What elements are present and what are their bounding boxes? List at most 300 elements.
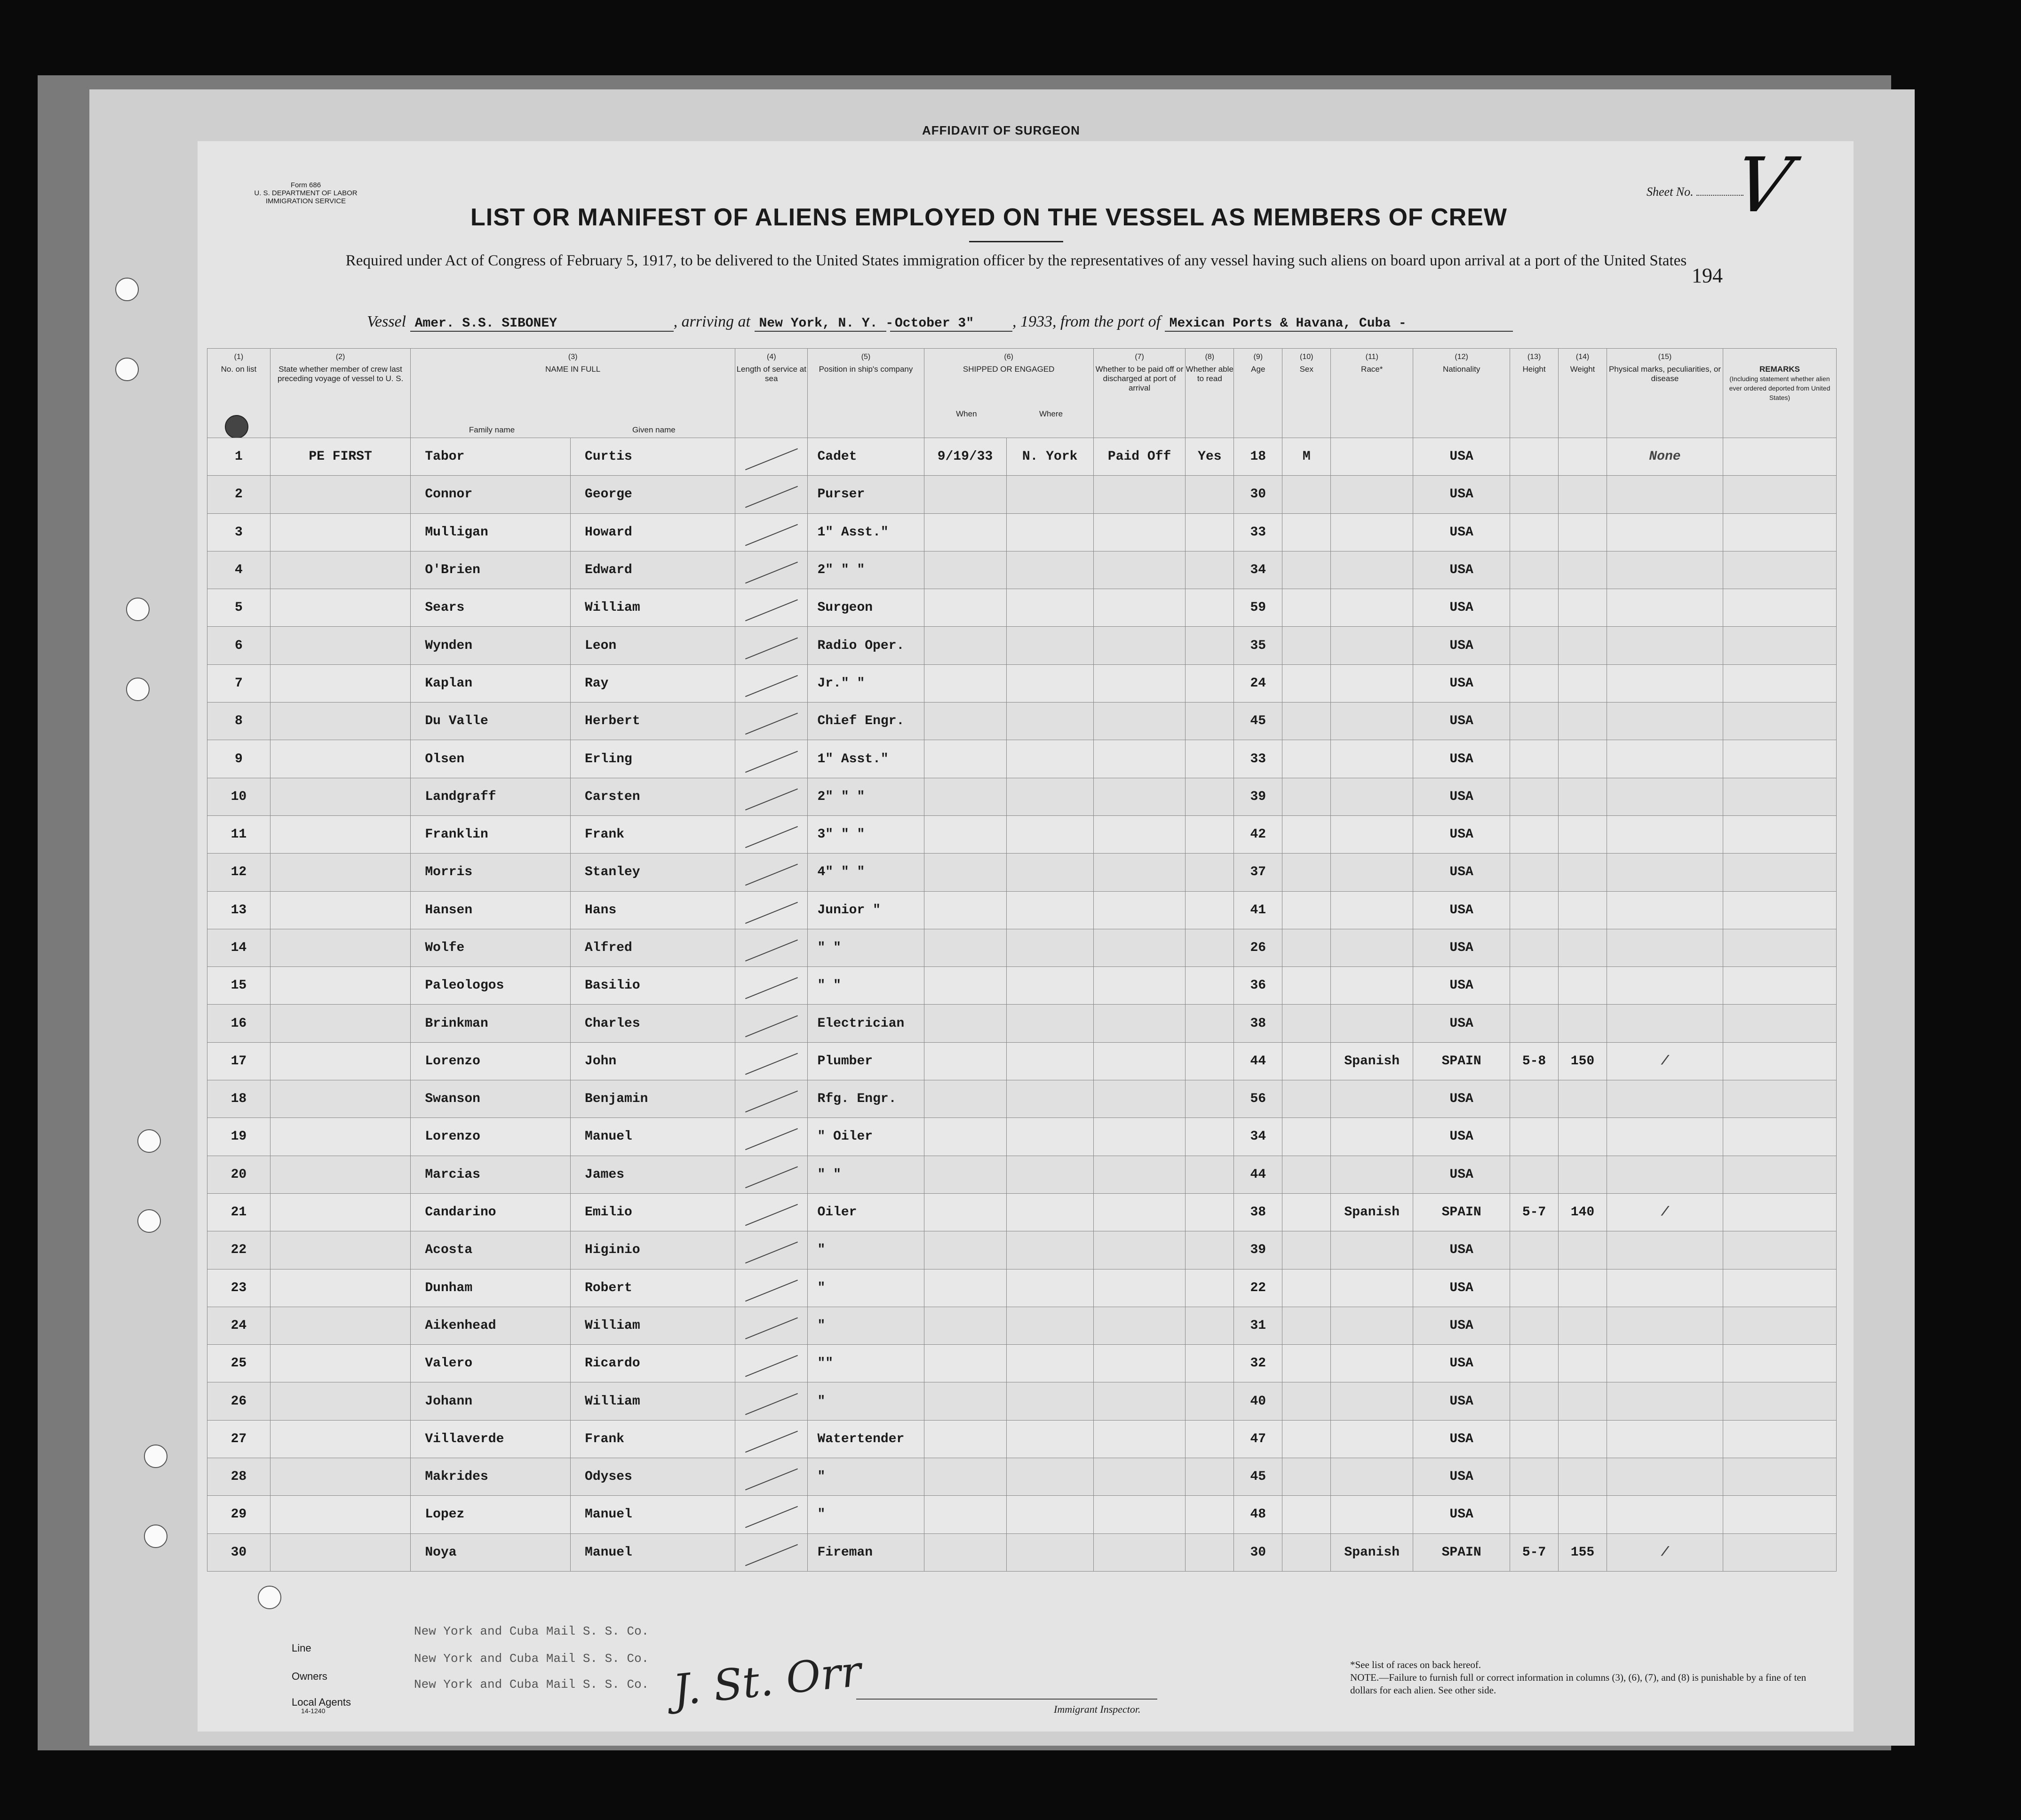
weight-cell xyxy=(1559,1496,1607,1533)
binder-hole xyxy=(126,598,150,621)
remarks-cell xyxy=(1723,854,1837,891)
paid-off-cell xyxy=(1093,1193,1186,1231)
height-cell xyxy=(1510,815,1559,853)
col-header-nationality: (12) Nationality xyxy=(1413,349,1510,438)
physical-marks-cell xyxy=(1607,891,1723,929)
sex-cell xyxy=(1282,1496,1331,1533)
able-to-read-cell xyxy=(1186,891,1234,929)
physical-marks-cell: None xyxy=(1607,438,1723,476)
weight-cell xyxy=(1559,929,1607,966)
paid-off-cell xyxy=(1093,815,1186,853)
age-cell: 45 xyxy=(1234,702,1282,740)
previous-voyage-cell xyxy=(270,476,411,513)
paid-off-cell xyxy=(1093,589,1186,627)
service-length-cell xyxy=(735,438,808,476)
paid-off-cell xyxy=(1093,1269,1186,1307)
family-name-cell: Landgraff xyxy=(411,778,571,815)
length-tick-mark xyxy=(745,750,798,773)
race-cell xyxy=(1331,1345,1413,1382)
col-header-weight: (14) Weight xyxy=(1559,349,1607,438)
row-number: 17 xyxy=(207,1042,271,1080)
length-tick-mark xyxy=(745,637,798,659)
shipped-when-cell xyxy=(924,589,1006,627)
col-header-sex: (10) Sex xyxy=(1282,349,1331,438)
shipped-when-cell: 9/19/33 xyxy=(924,438,1006,476)
service-length-cell xyxy=(735,967,808,1005)
sex-cell xyxy=(1282,967,1331,1005)
weight-cell xyxy=(1559,589,1607,627)
shipped-where-cell xyxy=(1006,513,1093,551)
shipped-when-cell xyxy=(924,627,1006,664)
nationality-cell: USA xyxy=(1413,1458,1510,1496)
shipped-where-cell xyxy=(1006,1533,1093,1571)
col-header-remarks: REMARKS (Including statement whether alien ever ordered deported from United States) xyxy=(1723,349,1837,438)
paid-off-cell xyxy=(1093,1458,1186,1496)
age-cell: 38 xyxy=(1234,1005,1282,1042)
sex-cell xyxy=(1282,1042,1331,1080)
col-header-name: (3) NAME IN FULL Family name Given name xyxy=(411,349,735,438)
sheet-label: Sheet No. xyxy=(1647,185,1694,199)
family-name-cell: Lorenzo xyxy=(411,1042,571,1080)
age-cell: 44 xyxy=(1234,1042,1282,1080)
given-name-cell: Manuel xyxy=(571,1496,735,1533)
given-name-cell: Basilio xyxy=(571,967,735,1005)
previous-voyage-cell xyxy=(270,740,411,778)
remarks-cell xyxy=(1723,589,1837,627)
nationality-cell: USA xyxy=(1413,778,1510,815)
race-cell: Spanish xyxy=(1331,1042,1413,1080)
physical-marks-cell xyxy=(1607,702,1723,740)
binder-hole xyxy=(137,1209,161,1233)
sex-cell xyxy=(1282,1307,1331,1344)
row-number: 10 xyxy=(207,778,271,815)
row-number: 24 xyxy=(207,1307,271,1344)
row-number: 9 xyxy=(207,740,271,778)
position-cell: " xyxy=(808,1269,924,1307)
paid-off-cell xyxy=(1093,1005,1186,1042)
table-row xyxy=(207,1345,1837,1382)
table-row xyxy=(207,740,1837,778)
height-cell xyxy=(1510,929,1559,966)
paid-off-cell xyxy=(1093,778,1186,815)
sex-cell xyxy=(1282,513,1331,551)
given-name-cell: Robert xyxy=(571,1269,735,1307)
position-cell: 1" Asst." xyxy=(808,740,924,778)
col-header-read: (8) Whether able to read xyxy=(1186,349,1234,438)
nationality-cell: USA xyxy=(1413,1231,1510,1269)
length-tick-mark xyxy=(745,599,798,622)
shipped-where-cell xyxy=(1006,476,1093,513)
shipped-when-cell xyxy=(924,815,1006,853)
able-to-read-cell: Yes xyxy=(1186,438,1234,476)
length-tick-mark xyxy=(745,524,798,546)
shipped-when-cell xyxy=(924,1156,1006,1193)
sex-cell xyxy=(1282,702,1331,740)
remarks-cell xyxy=(1723,702,1837,740)
service-length-cell xyxy=(735,513,808,551)
height-cell: 5-8 xyxy=(1510,1042,1559,1080)
given-name-cell: Alfred xyxy=(571,929,735,966)
row-number: 20 xyxy=(207,1156,271,1193)
nationality-cell: USA xyxy=(1413,854,1510,891)
shipped-where-cell xyxy=(1006,1307,1093,1344)
service-length-cell xyxy=(735,891,808,929)
family-name-cell: O'Brien xyxy=(411,551,571,589)
family-name-cell: Lopez xyxy=(411,1496,571,1533)
nationality-cell: USA xyxy=(1413,1307,1510,1344)
age-cell: 44 xyxy=(1234,1156,1282,1193)
family-name-cell: Marcias xyxy=(411,1156,571,1193)
position-cell: Surgeon xyxy=(808,589,924,627)
height-cell xyxy=(1510,513,1559,551)
remarks-cell xyxy=(1723,1496,1837,1533)
shipped-where-cell xyxy=(1006,1345,1093,1382)
shipped-where-cell xyxy=(1006,1193,1093,1231)
length-tick-mark xyxy=(745,1015,798,1037)
inspector-label: Immigrant Inspector. xyxy=(1054,1703,1141,1715)
row-number: 8 xyxy=(207,702,271,740)
physical-marks-cell xyxy=(1607,1307,1723,1344)
race-cell xyxy=(1331,1382,1413,1420)
able-to-read-cell xyxy=(1186,702,1234,740)
shipped-where-cell xyxy=(1006,702,1093,740)
shipped-when-cell xyxy=(924,664,1006,702)
given-name-cell: Erling xyxy=(571,740,735,778)
previous-voyage-cell xyxy=(270,664,411,702)
agents-label: Local Agents xyxy=(292,1696,351,1708)
weight-cell xyxy=(1559,702,1607,740)
family-name-cell: Aikenhead xyxy=(411,1307,571,1344)
position-cell: Plumber xyxy=(808,1042,924,1080)
length-tick-mark xyxy=(745,1128,798,1150)
race-cell xyxy=(1331,551,1413,589)
row-number: 22 xyxy=(207,1231,271,1269)
shipped-where-cell: N. York xyxy=(1006,438,1093,476)
service-length-cell xyxy=(735,1269,808,1307)
length-tick-mark xyxy=(745,902,798,924)
sex-cell xyxy=(1282,815,1331,853)
row-number: 13 xyxy=(207,891,271,929)
nationality-cell: USA xyxy=(1413,476,1510,513)
height-cell xyxy=(1510,1420,1559,1458)
previous-voyage-cell xyxy=(270,1307,411,1344)
given-name-cell: Odyses xyxy=(571,1458,735,1496)
vessel-label: Vessel xyxy=(367,313,406,330)
table-row xyxy=(207,1382,1837,1420)
table-row xyxy=(207,438,1837,476)
binder-hole xyxy=(137,1129,161,1153)
col-header-previous-voyage: (2) State whether member of crew last preceding voyage of vessel to U. S. xyxy=(270,349,411,438)
shipped-where-cell xyxy=(1006,815,1093,853)
sex-cell xyxy=(1282,1420,1331,1458)
table-row xyxy=(207,1080,1837,1118)
length-tick-mark xyxy=(745,562,798,584)
age-cell: 24 xyxy=(1234,664,1282,702)
given-name-cell: Charles xyxy=(571,1005,735,1042)
department-name: U. S. DEPARTMENT OF LABOR xyxy=(254,189,358,197)
height-cell xyxy=(1510,740,1559,778)
remarks-cell xyxy=(1723,1458,1837,1496)
able-to-read-cell xyxy=(1186,1345,1234,1382)
position-cell: Cadet xyxy=(808,438,924,476)
age-cell: 39 xyxy=(1234,1231,1282,1269)
table-row xyxy=(207,1042,1837,1080)
given-name-cell: Leon xyxy=(571,627,735,664)
remarks-cell xyxy=(1723,1533,1837,1571)
service-length-cell xyxy=(735,589,808,627)
service-length-cell xyxy=(735,1005,808,1042)
height-cell xyxy=(1510,1307,1559,1344)
able-to-read-cell xyxy=(1186,967,1234,1005)
family-name-cell: Sears xyxy=(411,589,571,627)
family-name-cell: Morris xyxy=(411,854,571,891)
sex-cell xyxy=(1282,1533,1331,1571)
weight-cell xyxy=(1559,1458,1607,1496)
shipped-when-cell xyxy=(924,929,1006,966)
height-cell xyxy=(1510,854,1559,891)
nationality-cell: USA xyxy=(1413,929,1510,966)
height-cell xyxy=(1510,589,1559,627)
table-row xyxy=(207,1458,1837,1496)
service-length-cell xyxy=(735,551,808,589)
remarks-cell xyxy=(1723,551,1837,589)
shipped-when-cell xyxy=(924,702,1006,740)
shipped-where-cell xyxy=(1006,967,1093,1005)
able-to-read-cell xyxy=(1186,551,1234,589)
service-length-cell xyxy=(735,1420,808,1458)
shipped-where-cell xyxy=(1006,627,1093,664)
sex-cell xyxy=(1282,1231,1331,1269)
row-number: 28 xyxy=(207,1458,271,1496)
position-cell: " Oiler xyxy=(808,1118,924,1156)
previous-voyage-cell xyxy=(270,1042,411,1080)
row-number: 18 xyxy=(207,1080,271,1118)
shipped-when-cell xyxy=(924,854,1006,891)
length-tick-mark xyxy=(745,1469,798,1491)
height-cell xyxy=(1510,1118,1559,1156)
shipped-where-cell xyxy=(1006,664,1093,702)
able-to-read-cell xyxy=(1186,1042,1234,1080)
able-to-read-cell xyxy=(1186,1382,1234,1420)
length-tick-mark xyxy=(745,826,798,848)
age-cell: 26 xyxy=(1234,929,1282,966)
height-cell xyxy=(1510,1269,1559,1307)
family-name-cell: Dunham xyxy=(411,1269,571,1307)
shipped-when-cell xyxy=(924,1496,1006,1533)
paid-off-cell xyxy=(1093,476,1186,513)
weight-cell xyxy=(1559,551,1607,589)
arriving-date: October 3" xyxy=(890,316,1012,332)
position-cell: Junior " xyxy=(808,891,924,929)
col-header-family: Family name xyxy=(469,425,515,434)
family-name-cell: Acosta xyxy=(411,1231,571,1269)
service-length-cell xyxy=(735,1345,808,1382)
age-cell: 37 xyxy=(1234,854,1282,891)
row-number: 25 xyxy=(207,1345,271,1382)
position-cell: Chief Engr. xyxy=(808,702,924,740)
nationality-cell: USA xyxy=(1413,551,1510,589)
length-tick-mark xyxy=(745,864,798,886)
given-name-cell: Hans xyxy=(571,891,735,929)
physical-marks-cell xyxy=(1607,1496,1723,1533)
col-header-shipped: (6) SHIPPED OR ENGAGED When Where xyxy=(924,349,1093,438)
paid-off-cell xyxy=(1093,929,1186,966)
table-row xyxy=(207,1118,1837,1156)
position-cell: " " xyxy=(808,929,924,966)
row-number: 27 xyxy=(207,1420,271,1458)
col-header-paid-off: (7) Whether to be paid off or discharged at port of arrival xyxy=(1093,349,1186,438)
shipped-where-cell xyxy=(1006,1269,1093,1307)
paid-off-cell: Paid Off xyxy=(1093,438,1186,476)
nationality-cell: USA xyxy=(1413,1156,1510,1193)
physical-marks-cell xyxy=(1607,929,1723,966)
family-name-cell: Tabor xyxy=(411,438,571,476)
height-cell xyxy=(1510,438,1559,476)
age-cell: 32 xyxy=(1234,1345,1282,1382)
given-name-cell: Curtis xyxy=(571,438,735,476)
shipped-when-cell xyxy=(924,1080,1006,1118)
physical-marks-cell xyxy=(1607,551,1723,589)
shipped-when-cell xyxy=(924,1269,1006,1307)
age-cell: 45 xyxy=(1234,1458,1282,1496)
shipped-where-cell xyxy=(1006,740,1093,778)
sheet-number xyxy=(1647,185,1743,199)
col-header-no: (1) No. on list xyxy=(207,349,271,438)
height-cell xyxy=(1510,967,1559,1005)
previous-voyage-cell xyxy=(270,1382,411,1420)
shipped-when-cell xyxy=(924,1382,1006,1420)
weight-cell xyxy=(1559,1080,1607,1118)
position-cell: " xyxy=(808,1382,924,1420)
shipped-where-cell xyxy=(1006,1420,1093,1458)
table-row xyxy=(207,702,1837,740)
physical-marks-cell xyxy=(1607,1420,1723,1458)
given-name-cell: Frank xyxy=(571,815,735,853)
race-cell xyxy=(1331,815,1413,853)
year-prefix: , 19 xyxy=(1012,313,1036,330)
shipped-where-cell xyxy=(1006,891,1093,929)
service-length-cell xyxy=(735,854,808,891)
sex-cell xyxy=(1282,627,1331,664)
race-cell xyxy=(1331,1496,1413,1533)
service-length-cell xyxy=(735,1458,808,1496)
remarks-cell xyxy=(1723,476,1837,513)
table-row xyxy=(207,476,1837,513)
race-cell: Spanish xyxy=(1331,1533,1413,1571)
remarks-cell xyxy=(1723,815,1837,853)
height-cell xyxy=(1510,627,1559,664)
row-number: 7 xyxy=(207,664,271,702)
previous-voyage-cell: PE FIRST xyxy=(270,438,411,476)
table-row xyxy=(207,815,1837,853)
age-cell: 18 xyxy=(1234,438,1282,476)
nationality-cell: USA xyxy=(1413,1118,1510,1156)
able-to-read-cell xyxy=(1186,1533,1234,1571)
able-to-read-cell xyxy=(1186,1496,1234,1533)
previous-voyage-cell xyxy=(270,1005,411,1042)
shipped-where-cell xyxy=(1006,1458,1093,1496)
able-to-read-cell xyxy=(1186,815,1234,853)
row-number: 4 xyxy=(207,551,271,589)
table-header-row xyxy=(207,349,1837,438)
family-name-cell: Hansen xyxy=(411,891,571,929)
previous-voyage-cell xyxy=(270,1345,411,1382)
service-length-cell xyxy=(735,702,808,740)
race-cell xyxy=(1331,929,1413,966)
age-cell: 39 xyxy=(1234,778,1282,815)
races-note: *See list of races on back hereof. xyxy=(1350,1659,1481,1670)
nationality-cell: USA xyxy=(1413,1080,1510,1118)
form-number: Form 686 xyxy=(290,181,321,189)
table-row xyxy=(207,589,1837,627)
previous-voyage-cell xyxy=(270,513,411,551)
sheet-number-value: V xyxy=(1728,141,1798,229)
sex-cell xyxy=(1282,1269,1331,1307)
race-cell xyxy=(1331,702,1413,740)
arriving-label: , arriving at xyxy=(673,313,750,330)
sex-cell xyxy=(1282,589,1331,627)
nationality-cell: USA xyxy=(1413,513,1510,551)
physical-marks-cell xyxy=(1607,1382,1723,1420)
previous-voyage-cell xyxy=(270,589,411,627)
family-name-cell: Makrides xyxy=(411,1458,571,1496)
col-header-physical-marks: (15) Physical marks, peculiarities, or disease xyxy=(1607,349,1723,438)
shipped-where-cell xyxy=(1006,854,1093,891)
service-length-cell xyxy=(735,664,808,702)
nationality-cell: USA xyxy=(1413,967,1510,1005)
physical-marks-cell xyxy=(1607,1269,1723,1307)
service-length-cell xyxy=(735,1080,808,1118)
remarks-cell xyxy=(1723,664,1837,702)
sex-cell xyxy=(1282,1382,1331,1420)
row-number: 23 xyxy=(207,1269,271,1307)
paid-off-cell xyxy=(1093,1156,1186,1193)
physical-marks-cell: / xyxy=(1607,1533,1723,1571)
race-cell xyxy=(1331,1231,1413,1269)
given-name-cell: George xyxy=(571,476,735,513)
table-row xyxy=(207,1269,1837,1307)
physical-marks-cell: / xyxy=(1607,1042,1723,1080)
nationality-cell: USA xyxy=(1413,1420,1510,1458)
able-to-read-cell xyxy=(1186,1269,1234,1307)
shipped-when-cell xyxy=(924,1042,1006,1080)
able-to-read-cell xyxy=(1186,1307,1234,1344)
table-row xyxy=(207,891,1837,929)
position-cell: " " xyxy=(808,1156,924,1193)
family-name-cell: Connor xyxy=(411,476,571,513)
weight-cell xyxy=(1559,1307,1607,1344)
paid-off-cell xyxy=(1093,1231,1186,1269)
previous-voyage-cell xyxy=(270,1118,411,1156)
weight-cell xyxy=(1559,1231,1607,1269)
paid-off-cell xyxy=(1093,1042,1186,1080)
paid-off-cell xyxy=(1093,1307,1186,1344)
family-name-cell: Valero xyxy=(411,1345,571,1382)
given-name-cell: Higinio xyxy=(571,1231,735,1269)
binder-hole xyxy=(144,1525,167,1548)
row-number: 6 xyxy=(207,627,271,664)
nationality-cell: USA xyxy=(1413,702,1510,740)
nationality-cell: USA xyxy=(1413,891,1510,929)
given-name-cell: Howard xyxy=(571,513,735,551)
shipped-where-cell xyxy=(1006,1156,1093,1193)
family-name-cell: Du Valle xyxy=(411,702,571,740)
service-length-cell xyxy=(735,1533,808,1571)
col-header-position: (5) Position in ship's company xyxy=(808,349,924,438)
previous-voyage-cell xyxy=(270,1496,411,1533)
race-cell xyxy=(1331,513,1413,551)
from-label: , from the port of xyxy=(1052,313,1161,330)
